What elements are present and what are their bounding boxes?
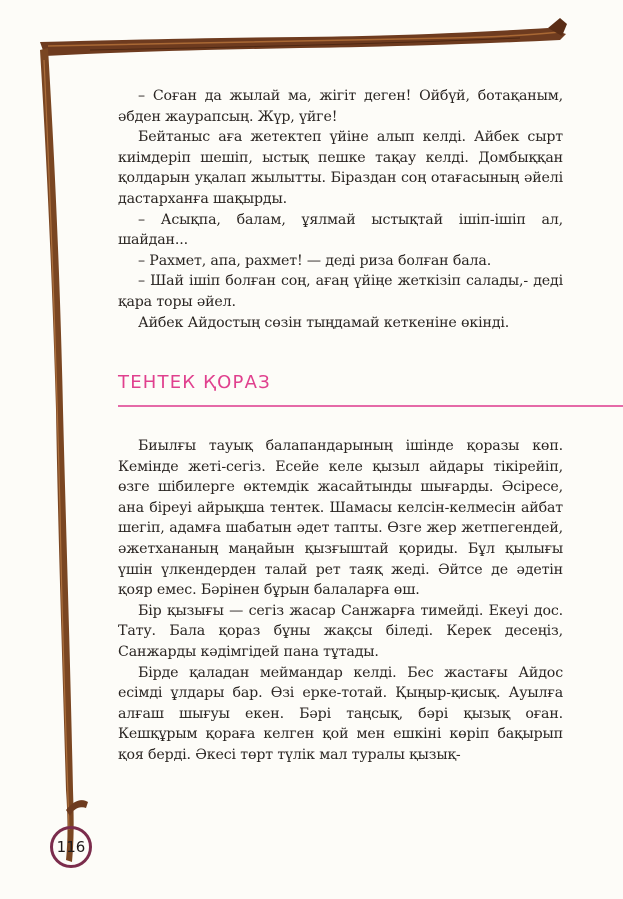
story-title: ТЕНТЕК ҚОРАЗ [118,372,271,393]
paragraph: Бір қызығы — сегіз жасар Санжарға тимейді. Екеуі дос. Тату. Бала қораз бұны жақсы біледі. Керек десеңіз, Санжарды кәдімгідей пана тұтады. [118,602,563,660]
paragraph: – Соған да жылай ма, жігіт деген! Ойбүй, ботақаным, әбден жаурапсың. Жүр, үйге! [118,88,563,125]
stick-border-left [0,30,120,890]
story-body [118,436,563,766]
page-number: 116 [56,838,86,856]
paragraph: Биылғы тауық балапандарының ішінде қоразы көп. Кемінде жеті-сегіз. Есейе келе қызыл айдары тікірейіп, өзге шібилерге өктемдік жасайтынды шығарды. Әсіресе, ана біреуі айрықша тентек. Шамасы келсін-келмесін айбат шегіп, адамға шабатын әдет тапты. Өзге жер жетпегендей, әжетхананың маңайын қызғыштай қориды. Бұл қылығы үшін үлкендерден талай рет таяқ жеді. Әйтсе де әдетін қояр емес. Бәрінен бұрын балаларға өш. [118,438,563,599]
paragraph: Бірде қаладан меймандар келді. Бес жастағы Айдос есімді ұлдары бар. Өзі ерке-тотай. Қыңыр-қисық. Ауылға алғаш шығуы екен. Бәрі таңсық, бәрі қызық оған. Кешқұрым қораға келген қой мен ешкіні көріп бақырып қоя берді. Әкесі төрт түлік мал туралы қызық- [118,664,563,763]
paragraph: – Асықпа, балам, ұялмай ыстықтай ішіп-ішіп ал, шайдан... [118,211,563,249]
paragraph: – Рахмет, апа, рахмет! — деді риза болған бала. [138,252,492,269]
paragraph: Бейтаныс аға жетектеп үйіне алып келді. Айбек сырт киімдеріп шешіп, ыстық пешке тақау келді. Домбыққан қолдарын уқалап жылытты. Біраздан соң отағасының әйелі дастарханға шақырды. [118,129,563,207]
title-divider [118,405,623,407]
previous-story-ending [118,86,563,333]
paragraph: Айбек Айдостың сөзін тыңдамай кеткеніне өкінді. [138,314,510,331]
paragraph: – Шай ішіп болған соң, ағаң үйіңе жеткізіп салады,- деді қара торы әйел. [118,273,563,310]
